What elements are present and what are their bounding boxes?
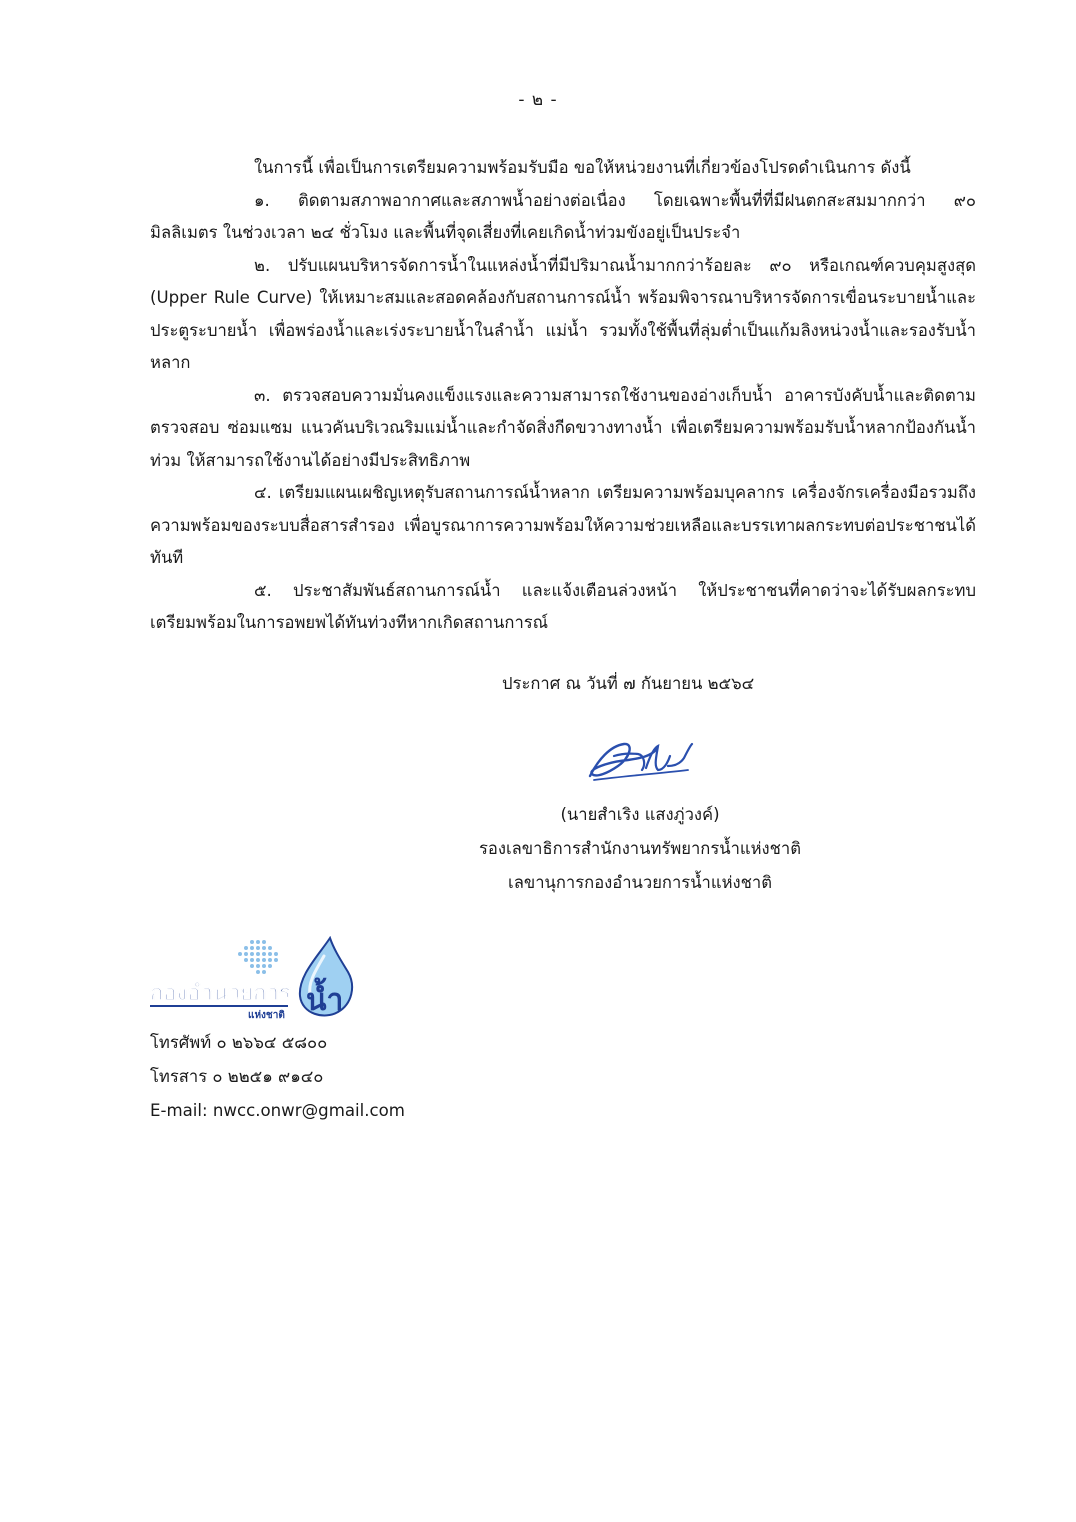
contact-phone: โทรศัพท์ ๐ ๒๖๖๔ ๕๘๐๐ (150, 1033, 328, 1052)
handwritten-signature (584, 736, 696, 784)
nwcc-logo (148, 936, 360, 1022)
signer-block (470, 798, 810, 900)
item-4-paragraph: ๔. เตรียมแผนเผชิญเหตุรับสถานการณ์น้ำหลาก เตรียมความพร้อมบุคลากร เครื่องจักรเครื่องมือรวมถึงความพร้อมของระบบสื่อสารสำรอง เพื่อบูรณาการความพร้อมให้ความช่วยเหลือและบรรเทาผลกระทบต่อประชาชนได้ทันที (150, 483, 976, 567)
signer-position-2: เลขานุการกองอำนวยการน้ำแห่งชาติ (508, 873, 772, 892)
page-number: - ๒ - (518, 90, 558, 110)
announcement-date: ประกาศ ณ วันที่ ๗ กันยายน ๒๕๖๔ (502, 674, 755, 693)
signer-position-1: รองเลขาธิการสำนักงานทรัพยากรน้ำแห่งชาติ (478, 839, 802, 858)
contact-block (150, 1026, 405, 1128)
signer-name: (นายสำเริง แสงภู่วงค์) (560, 805, 720, 824)
item-2-paragraph: ๒. ปรับแผนบริหารจัดการน้ำในแหล่งน้ำที่มีปริมาณน้ำมากกว่าร้อยละ ๙๐ หรือเกณฑ์ควบคุมสูงสุด (Upper Rule Curve) ให้เหมาะสมและสอดคล้องกับสถานการณ์น้ำ พร้อมพิจารณาบริหารจัดการเขื่อนระบายน้ำและประตูระบายน้ำ เพื่อพร่องน้ำและเร่งระบายน้ำในลำน้ำ แม่น้ำ รวมทั้งใช้พื้นที่ลุ่มต่ำเป็นแก้มลิงหน่วงน้ำและรองรับน้ำหลาก (150, 255, 976, 372)
contact-fax: โทรสาร ๐ ๒๒๕๑ ๙๑๔๐ (150, 1067, 324, 1086)
contact-email: E-mail: nwcc.onwr@gmail.com (150, 1101, 405, 1120)
item-3-paragraph: ๓. ตรวจสอบความมั่นคงแข็งแรงและความสามารถใช้งานของอ่างเก็บน้ำ อาคารบังคับน้ำและติดตาม ตรวจสอบ ซ่อมแซม แนวคันบริเวณริมแม่น้ำและกำจัดสิ่งกีดขวางทางน้ำ เพื่อเตรียมความพร้อมรับน้ำหลากป้องกันน้ำท่วม ให้สามารถใช้งานได้อย่างมีประสิทธิภาพ (150, 385, 976, 470)
logo-main-text: กองอำนวยการ (150, 981, 291, 1006)
logo-water-text: น้ำ (306, 983, 344, 1018)
item-5-paragraph: ๕. ประชาสัมพันธ์สถานการณ์น้ำ และแจ้งเตือนล่วงหน้า ให้ประชาชนที่คาดว่าจะได้รับผลกระทบ เตรียมพร้อมในการอพยพได้ทันท่วงทีหากเกิดสถานการณ์ (150, 580, 976, 632)
document-body (150, 152, 976, 640)
intro-paragraph: ในการนี้ เพื่อเป็นการเตรียมความพร้อมรับมือ ขอให้หน่วยงานที่เกี่ยวข้องโปรดดำเนินการ ดังนี้ (254, 158, 911, 177)
logo-sub-text: แห่งชาติ (248, 1010, 285, 1021)
item-1-paragraph: ๑. ติดตามสภาพอากาศและสภาพน้ำอย่างต่อเนื่อง โดยเฉพาะพื้นที่ที่มีฝนตกสะสมมากกว่า ๙๐ มิลลิเมตร ในช่วงเวลา ๒๔ ชั่วโมง และพื้นที่จุดเสี่ยงที่เคยเกิดน้ำท่วมขังอยู่เป็นประจำ (150, 190, 976, 242)
